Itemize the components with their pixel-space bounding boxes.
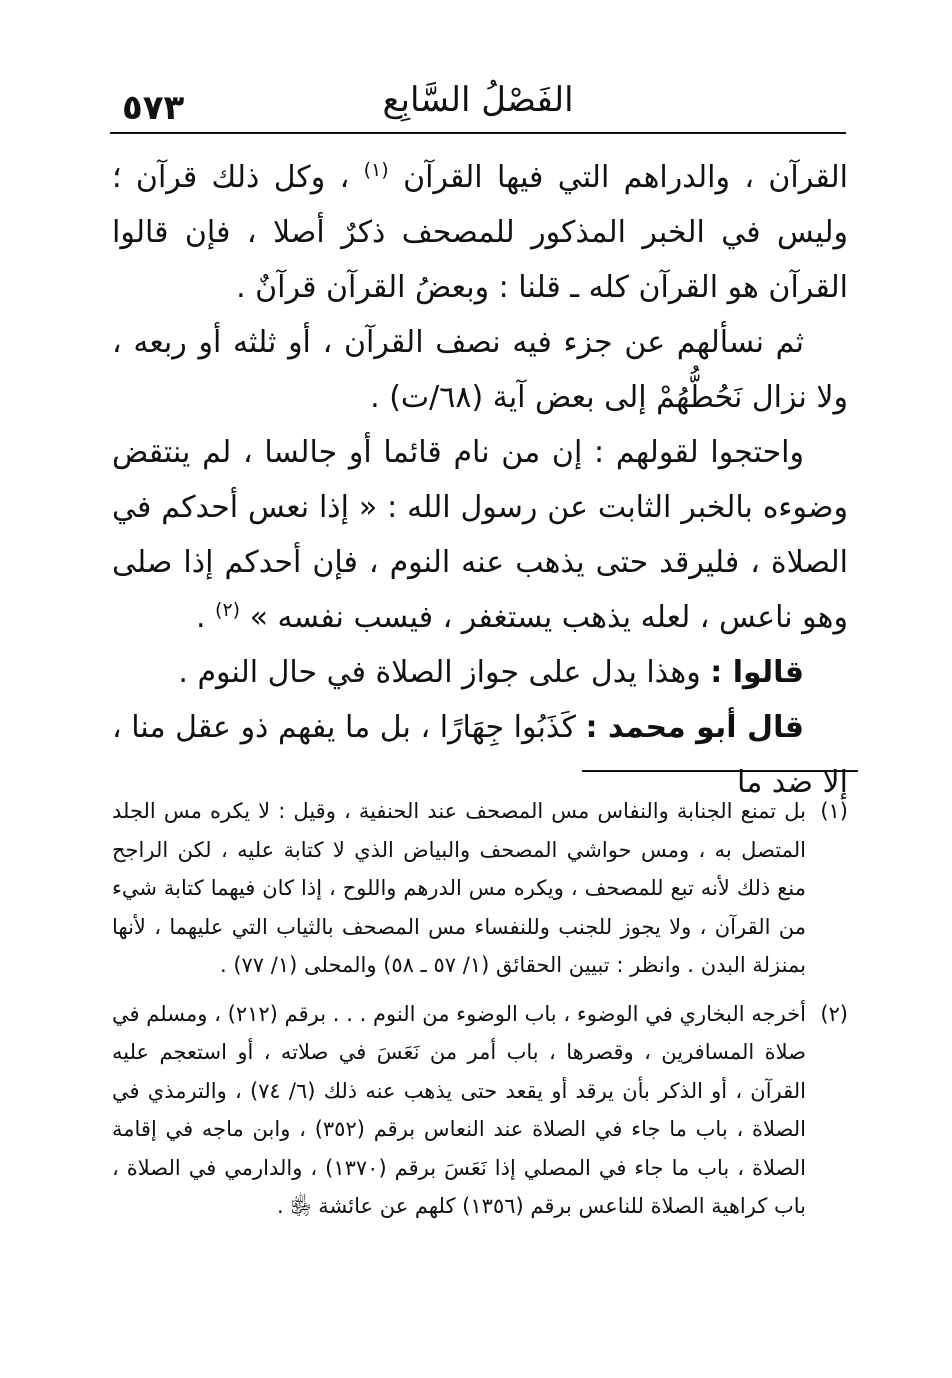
paragraph-1-text-a: القرآن ، والدراهم التي فيها القرآن [403,160,848,195]
footnote-ref-1: (١) [363,159,389,181]
running-title: الفَصْلُ السَّابِع [382,80,574,120]
page-header [110,74,846,134]
paragraph-4-text: وهذا يدل على جواز الصلاة في حال النوم . [178,655,701,690]
paragraph-5-text: كَذَبُوا جِهَارًا ، بل ما يفهم ذو عقل منا ، إلا ضد ما [112,710,848,800]
footnote-text: بل تمنع الجنابة والنفاس مس المصحف عند الحنفية ، وقيل : لا يكره مس الجلد المتصل به ، ومس حواشي المصحف والبياض الذي لا كتابة عليه ، لكن الراجح منع ذلك لأنه تبع للمصحف ، ويكره مس الدرهم واللوح ، إذا كان فيهما كتابة شيء من القرآن ، ولا يجوز للجنب وللنفساء مس المصحف بالثياب التي عليهما ، لأنها بمنزلة البدن . وانظر : تبيين الحقائق (١/ ٥٧ ـ ٥٨) والمحلى (١/ ٧٧) . [112,799,806,977]
footnote-separator [582,770,858,772]
paragraph-2: ثم نسألهم عن جزء فيه نصف القرآن ، أو ثلثه أو ربعه ، ولا نزال نَحُطُّهُمْ إلى بعض آية (٦٨/ت) . [112,325,848,415]
footnote-ref-2: (٢) [215,599,241,621]
paragraph-3 [112,425,848,645]
footnote-number: (٢) [820,1001,848,1026]
header-rule [110,132,846,134]
footnote-text: أخرجه البخاري في الوضوء ، باب الوضوء من النوم . . . برقم (٢١٢) ، ومسلم في صلاة المسافرين ، وقصرها ، باب أمر من نَعَسَ في صلاته ، أو استعجم عليه القرآن ، أو الذكر بأن يرقد أو يقعد حتى يذهب عنه ذلك (٦/ ٧٤) ، والترمذي في الصلاة ، باب ما جاء في الصلاة عند النعاس برقم (٣٥٢) ، وابن ماجه في إقامة الصلاة ، باب ما جاء في المصلي إذا نَعَسَ برقم (١٣٧٠) ، والدارمي في الصلاة ، باب كراهية الصلاة للناعس برقم (١٣٥٦) كلهم عن عائشة ﵂ . [112,1001,807,1218]
paragraph-1 [112,150,848,315]
paragraph-1-text-b: ، وكل ذلك قرآن ؛ وليس في الخبر المذكور للمصحف ذكرٌ أصلا ، فإن قالوا القرآن هو القرآن كله ـ قلنا : وبعضُ القرآن قرآنٌ . [112,160,848,305]
paragraph-3-text-a: واحتجوا لقولهم : إن من نام قائما أو جالسا ، لم ينتقض وضوءه بالخبر الثابت عن رسول الله : « إذا نعس أحدكم في الصلاة ، فليرقد حتى يذهب عنه النوم ، فإن أحدكم إذا صلى وهو ناعس ، لعله يذهب يستغفر ، فيسب نفسه » [112,435,848,635]
paragraph-5-lead: قال أبو محمد : [585,710,804,745]
paragraph-3-text-b: . [195,600,206,635]
paragraph-4-lead: قالوا : [710,655,804,690]
page-number: ٥٧٣ [122,88,185,128]
main-text [112,150,848,810]
footnotes [112,792,848,1236]
paragraph-4 [112,645,848,700]
footnote-2 [112,995,848,1226]
footnote-1 [112,792,848,985]
footnote-number: (١) [820,799,848,823]
